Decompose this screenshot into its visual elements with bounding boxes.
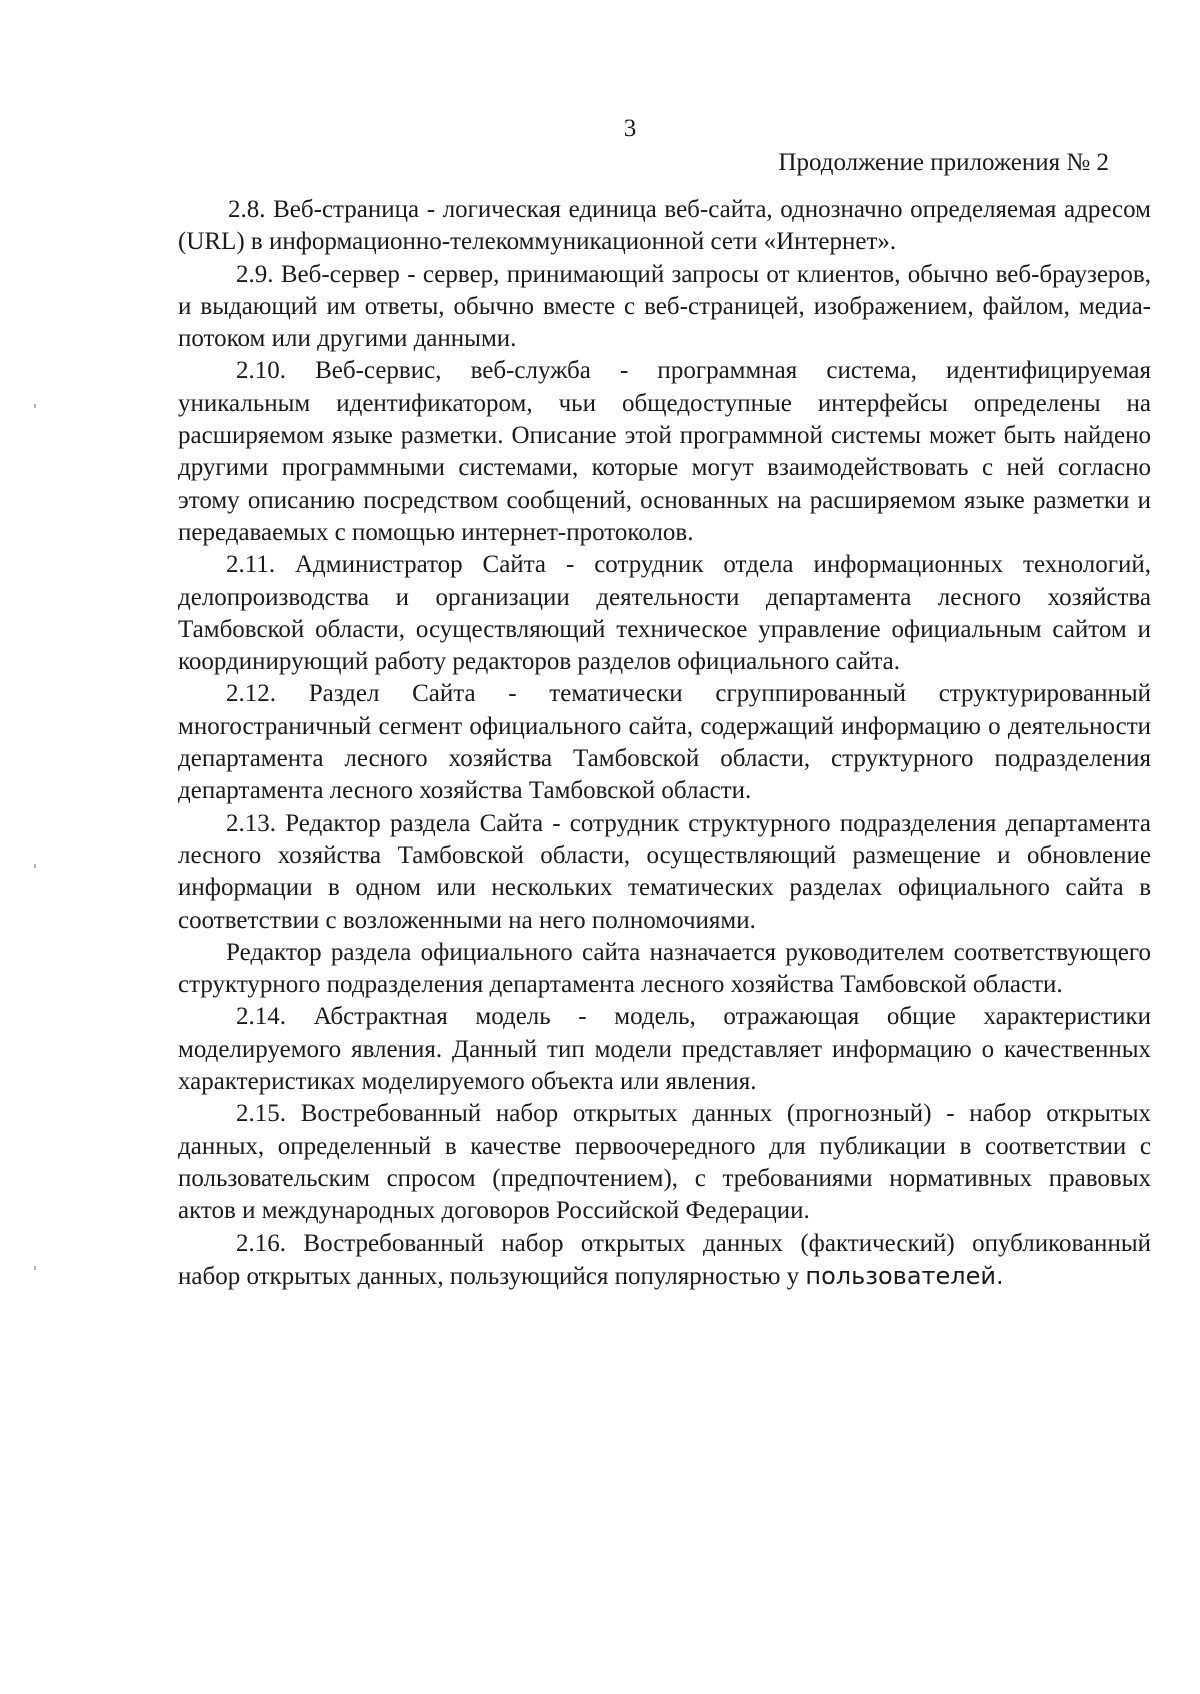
paragraph-2-16 <box>178 1228 1151 1294</box>
margin-scan-mark <box>34 1266 36 1270</box>
paragraph-2-8: 2.8. Веб-страница - логическая единица веб-сайта, однозначно определяемая адресом (URL) в информационно-телекоммуникационной сети «Интернет». <box>178 196 1151 256</box>
margin-scan-mark <box>34 404 36 408</box>
paragraph-2-12: 2.12. Раздел Сайта - тематически сгруппированный структурированный многостраничный сегмент официального сайта, содержащий информацию о деятельности департамента лесного хозяйства Тамбовской области, структурного подразделения департамента лесного хозяйства Тамбовской области. <box>178 680 1151 805</box>
document-body <box>178 194 1151 1293</box>
page-number: 3 <box>623 115 637 142</box>
paragraph-2-10: 2.10. Веб-сервис, веб-служба - программная система, идентифицируемая уникальным идентификатором, чьи общедоступные интерфейсы определены на расширяемом языке разметки. Описание этой программной системы может быть найдено другими программными системами, которые могут взаимодействовать с ней согласно этому описанию посредством сообщений, основанных на расширяемом языке разметки и передаваемых с помощью интернет-протоколов. <box>178 357 1151 546</box>
margin-scan-mark <box>34 864 36 868</box>
paragraph-editor-appointment: Редактор раздела официального сайта назначается руководителем соответствующего структурного подразделения департамента лесного хозяйства Тамбовской области. <box>178 938 1151 999</box>
paragraph-2-11: 2.11. Администратор Сайта - сотрудник отдела информационных технологий, делопроизводства и организации деятельности департамента лесного хозяйства Тамбовской области, осуществляющий техническое управление официальным сайтом и координирующий работу редакторов разделов официального сайта. <box>178 551 1151 676</box>
paragraph-2-9: 2.9. Веб-сервер - сервер, принимающий запросы от клиентов, обычно веб-браузеров, и выдающий им ответы, обычно вместе с веб-страницей, изображением, файлом, медиа-потоком или другими данными. <box>178 260 1151 353</box>
paragraph-2-15: 2.15. Востребованный набор открытых данных (прогнозный) - набор открытых данных, определенный в качестве первоочередного для публикации в соответствии с пользовательским спросом (предпочтением), с требованиями нормативных правовых актов и международных договоров Российской Федерации. <box>178 1100 1151 1225</box>
paragraph-2-16-tail: пользователей. <box>805 1261 1004 1290</box>
paragraph-2-14: 2.14. Абстрактная модель - модель, отражающая общие характеристики моделируемого явления. Данный тип модели представляет информацию о качественных характеристиках моделируемого объекта или явления. <box>178 1003 1151 1096</box>
appendix-continuation-note: Продолжение приложения № 2 <box>778 149 1109 176</box>
paragraph-2-13: 2.13. Редактор раздела Сайта - сотрудник структурного подразделения департамента лесного хозяйства Тамбовской области, осуществляющий размещение и обновление информации в одном или нескольких тематических разделах официального сайта в соответствии с возложенными на него полномочиями. <box>178 809 1151 934</box>
paragraph-2-16-main: 2.16. Востребованный набор открытых данных (фактический) опубликованный набор открытых данных, пользующийся популярностью у <box>178 1229 1151 1290</box>
